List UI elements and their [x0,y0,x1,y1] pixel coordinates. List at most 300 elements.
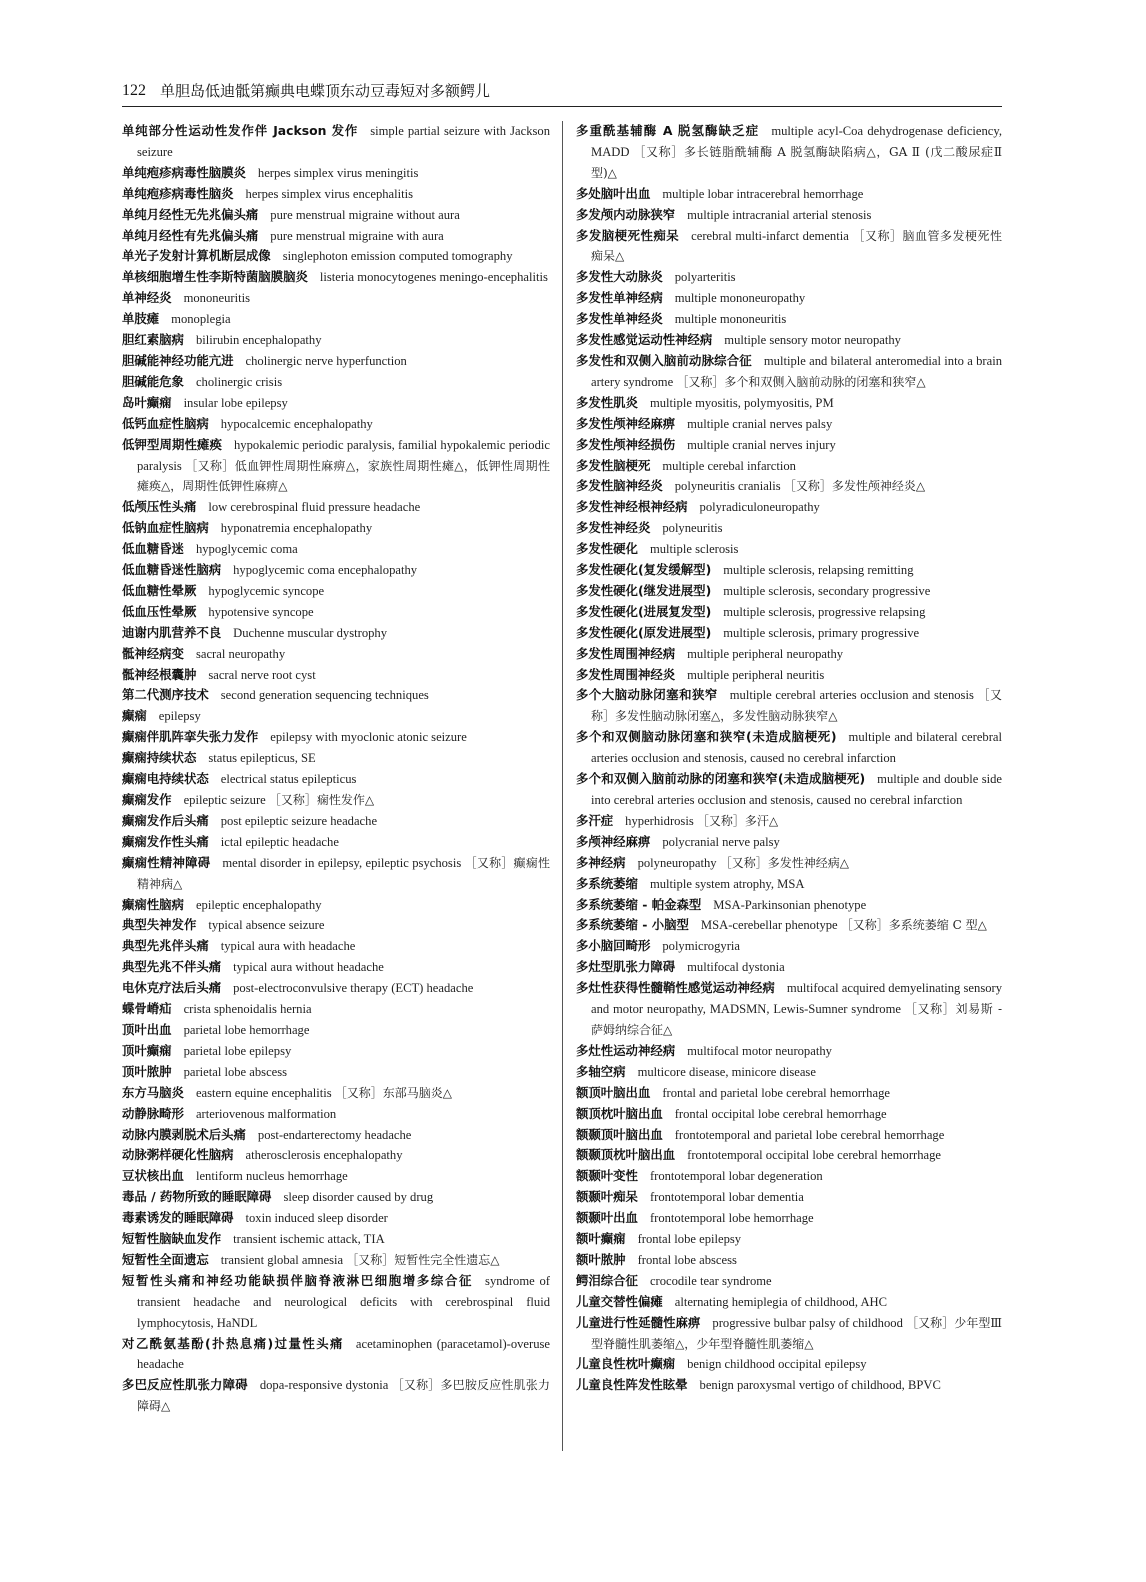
glossary-entry [122,246,550,267]
term-english: hyperhidrosis [625,813,694,828]
term-chinese: 多发性单神经病 [576,290,663,306]
term-english: sleep disorder caused by drug [283,1190,434,1205]
term-chinese: 鳄泪综合征 [576,1272,638,1288]
term-chinese: 低血糖昏迷性脑病 [122,562,222,578]
term-english: lentiform nucleus hemorrhage [195,1169,348,1184]
term-synonym: ［又称］多个和双侧入脑前动脉的闭塞和狭窄△ [676,374,926,389]
term-chinese: 低血糖昏迷 [122,541,184,557]
term-chinese: 短暂性全面遗忘 [122,1251,209,1267]
term-english: ictal epileptic headache [220,834,339,849]
term-english: syndrome of transient headache and neurological deficits with cerebrospinal fluid lymphocytosis, HaNDL [137,1273,551,1330]
term-chinese: 单纯月经性有先兆偏头痛 [122,227,259,243]
term-synonym: ［又称］多发性颅神经炎△ [783,479,926,494]
term-synonym: ［又称］癫痫性精神病△ [137,855,551,891]
term-chinese: 多发脑梗死性痴呆 [576,227,680,243]
term-english: benign paroxysmal vertigo of childhood, BPVC [699,1378,941,1393]
glossary-entry [122,121,550,163]
glossary-entry [576,685,1002,727]
term-chinese: 单纯月经性无先兆偏头痛 [122,206,259,222]
glossary-entry [122,163,550,184]
glossary-entry [576,393,1002,414]
term-english: epileptic seizure [183,793,266,807]
term-chinese: 癫痫持续状态 [122,750,197,766]
term-synonym: ［又称］多长链脂酰辅酶 A 脱氢酶缺陷病△，GA Ⅱ (戊二酸尿症Ⅱ型)△ [591,144,1002,180]
glossary-entry [576,978,1002,1041]
term-english: acetaminophen (paracetamol)-overuse headache [137,1336,550,1372]
term-chinese: 多轴空病 [576,1063,626,1079]
term-english: multiple sclerosis, progressive relapsing [723,604,926,619]
term-english: parietal lobe hemorrhage [183,1022,310,1037]
term-chinese: 多发性脑梗死 [576,457,651,473]
term-english: epilepsy with myoclonic atonic seizure [270,730,467,745]
term-chinese: 低血压性晕厥 [122,603,197,619]
term-english: typical aura with headache [220,939,356,954]
term-chinese: 动脉内膜剥脱术后头痛 [122,1126,246,1142]
term-chinese: 额颞叶变性 [576,1168,638,1184]
term-chinese: 单纯疱疹病毒性脑炎 [122,185,234,201]
term-english: polyradiculoneuropathy [699,500,820,515]
glossary-entry [122,853,550,895]
term-chinese: 癫痫发作性头痛 [122,833,209,849]
glossary-entry [122,727,550,748]
glossary-entry [122,1208,550,1229]
term-english: frontotemporal lobe hemorrhage [649,1211,814,1226]
term-chinese: 额颞顶枕叶脑出血 [576,1147,676,1163]
term-english: multiple sensory motor neuropathy [724,333,901,348]
glossary-entry [576,665,1002,686]
term-synonym: ［又称］多系统萎缩 C 型△ [840,918,987,933]
glossary-entry [122,497,550,518]
term-english: singlephoton emission computed tomography [282,249,513,264]
glossary-entry [576,915,1002,936]
glossary-entry [122,1041,550,1062]
glossary-entry [122,539,550,560]
term-chinese: 多发性大动脉炎 [576,269,663,285]
glossary-entry [122,414,550,435]
term-chinese: 多发性颅神经麻痹 [576,415,676,431]
term-english: hypoglycemic coma [195,542,298,557]
term-english: epilepsy [158,709,201,724]
term-english: multiple peripheral neuritis [687,667,825,682]
glossary-entry [576,623,1002,644]
glossary-entry [122,372,550,393]
glossary-entry [576,267,1002,288]
term-chinese: 胆碱能危象 [122,373,184,389]
term-english: multiple mononeuritis [674,312,787,327]
term-chinese: 多发性硬化 [576,541,638,557]
term-english: multiple cranial nerves palsy [687,416,833,431]
glossary-entry [576,1375,1002,1396]
term-chinese: 额颞叶痴呆 [576,1189,638,1205]
term-english: frontotemporal and parietal lobe cerebral hemorrhage [674,1127,945,1142]
term-english: MSA-Parkinsonian phenotype [713,897,867,912]
glossary-entry [576,518,1002,539]
term-synonym: ［又称］短暂性完全性遗忘△ [346,1252,500,1267]
term-chinese: 多发性周围神经炎 [576,666,676,682]
glossary-entry [576,957,1002,978]
glossary-entry [576,769,1002,811]
term-english: cholinergic nerve hyperfunction [245,353,407,368]
glossary-entry [122,226,550,247]
term-english: polymicrogyria [662,939,740,954]
term-english: insular lobe epilepsy [183,395,288,410]
glossary-entry [122,1083,550,1104]
term-chinese: 癫痫性脑病 [122,896,184,912]
term-chinese: 额顶叶脑出血 [576,1084,651,1100]
term-chinese: 额叶脓肿 [576,1251,626,1267]
right-column [576,121,1002,1396]
term-chinese: 额颞叶出血 [576,1210,638,1226]
term-chinese: 多发性周围神经病 [576,645,676,661]
term-chinese: 动脉粥样硬化性脑病 [122,1147,234,1163]
term-english: bilirubin encephalopathy [195,333,322,348]
term-chinese: 顶叶癫痫 [122,1042,172,1058]
term-english: hypotensive syncope [208,604,314,619]
glossary-entry [576,1271,1002,1292]
term-chinese: 癫痫电持续状态 [122,771,209,787]
term-english: multifocal dystonia [687,960,785,975]
term-synonym: ［又称］低血钾性周期性麻痹△，家族性周期性瘫△，低钾性周期性瘫痪△，周期性低钾性麻痹△ [137,458,550,494]
term-english: frontotemporal lobar dementia [649,1190,804,1205]
term-english: multiple system atrophy, MSA [649,876,805,891]
term-english: toxin induced sleep disorder [245,1211,388,1226]
term-synonym: ［又称］少年型Ⅲ型脊髓性肌萎缩△，少年型脊髓性肌萎缩△ [591,1315,1002,1351]
glossary-entry [576,330,1002,351]
glossary-entry [122,435,550,498]
term-english: status epilepticus, SE [208,751,316,766]
term-english: eastern equine encephalitis [195,1085,332,1100]
term-chinese: 多巴反应性肌张力障碍 [122,1377,248,1393]
term-english: post-electroconvulsive therapy (ECT) headache [233,981,474,996]
term-chinese: 东方马脑炎 [122,1084,184,1100]
term-english: polyneuropathy [637,855,717,870]
term-chinese: 多重酰基辅酶 A 脱氢酶缺乏症 [576,123,760,138]
term-chinese: 毒素诱发的睡眠障碍 [122,1210,234,1226]
term-chinese: 儿童良性阵发性眩晕 [576,1377,688,1393]
term-english: multiple cerebral arteries occlusion and stenosis [729,688,974,703]
term-english: frontal lobe epilepsy [637,1232,742,1247]
glossary-entry [576,1104,1002,1125]
term-english: hypocalcemic encephalopathy [220,416,373,431]
glossary-entry [122,1166,550,1187]
glossary-entry [122,1104,550,1125]
term-chinese: 多发性神经炎 [576,520,651,536]
term-english: low cerebrospinal fluid pressure headache [208,500,421,515]
glossary-entry [122,205,550,226]
term-chinese: 动静脉畸形 [122,1105,184,1121]
term-chinese: 多小脑回畸形 [576,938,651,954]
term-english: arteriovenous malformation [195,1106,337,1121]
term-english: hyponatremia encephalopathy [220,521,373,536]
column-divider [562,121,563,1451]
term-english: multiple cranial nerves injury [687,437,836,452]
term-english: multiple acyl-Coa dehydrogenase deficiency, MADD [591,124,1003,159]
glossary-entry [122,685,550,706]
glossary-entry [576,1062,1002,1083]
term-chinese: 多发性神经根神经病 [576,499,688,515]
term-chinese: 单神经炎 [122,290,172,306]
term-chinese: 多发性脑神经炎 [576,478,663,494]
left-column [122,121,550,1417]
term-english: multifocal motor neuropathy [687,1043,832,1058]
glossary-entry [122,1250,550,1271]
glossary-entry [122,644,550,665]
term-chinese: 多发性硬化(继发进展型) [576,582,712,598]
glossary-entry [122,560,550,581]
glossary-entry [122,581,550,602]
glossary-entry [576,1145,1002,1166]
term-chinese: 胆碱能神经功能亢进 [122,352,234,368]
glossary-entry [576,644,1002,665]
glossary-entry [576,456,1002,477]
glossary-entry [576,895,1002,916]
term-english: multiple sclerosis, relapsing remitting [723,563,914,578]
term-chinese: 迪谢内肌营养不良 [122,624,222,640]
term-chinese: 典型先兆不伴头痛 [122,959,222,975]
term-english: frontal and parietal lobe cerebral hemorrhage [662,1085,890,1100]
term-english: frontotemporal lobar degeneration [649,1169,823,1184]
term-chinese: 短暂性头痛和神经功能缺损伴脑脊液淋巴细胞增多综合征 [122,1272,474,1288]
glossary-entry [576,581,1002,602]
term-english: pure menstrual migraine without aura [270,207,460,222]
term-chinese: 多颅神经麻痹 [576,833,651,849]
glossary-entry [576,288,1002,309]
glossary-entry [576,309,1002,330]
glossary-entry [122,309,550,330]
glossary-entry [122,915,550,936]
term-chinese: 顶叶出血 [122,1021,172,1037]
glossary-entry [122,665,550,686]
term-english: multicore disease, minicore disease [637,1064,816,1079]
glossary-entry [576,1166,1002,1187]
term-chinese: 多灶性运动神经病 [576,1042,676,1058]
term-chinese: 低颅压性头痛 [122,499,197,515]
term-chinese: 多发颅内动脉狭窄 [576,206,676,222]
glossary-entry [122,1187,550,1208]
glossary-entry [576,435,1002,456]
glossary-entry [576,1208,1002,1229]
glossary-entry [576,811,1002,832]
term-chinese: 第二代测序技术 [122,687,209,703]
term-chinese: 对乙酰氨基酚(扑热息痛)过量性头痛 [122,1335,344,1351]
term-english: typical aura without headache [233,960,384,975]
glossary-entry [122,1271,550,1334]
term-chinese: 多发性肌炎 [576,394,638,410]
term-chinese: 多发性和双侧入脑前动脉综合征 [576,352,752,368]
term-english: transient ischemic attack, TIA [233,1232,385,1247]
glossary-entry [576,853,1002,874]
glossary-entry [576,1313,1002,1355]
term-synonym: ［又称］多巴胺反应性肌张力障碍△ [137,1378,550,1414]
term-synonym: ［又称］脑血管多发梗死性痴呆△ [591,228,1002,264]
term-english: multiple cerebal infarction [662,458,796,473]
term-chinese: 儿童良性枕叶癫痫 [576,1356,676,1372]
term-chinese: 蝶骨嵴疝 [122,1001,172,1017]
term-chinese: 癫痫发作后头痛 [122,812,209,828]
term-chinese: 多个大脑动脉闭塞和狭窄 [576,687,718,703]
glossary-entry [576,602,1002,623]
term-english: post-endarterectomy headache [257,1127,412,1142]
term-english: simple partial seizure with Jackson seizure [137,124,550,159]
term-chinese: 典型失神发作 [122,917,197,933]
term-chinese: 顶叶脓肿 [122,1063,172,1079]
term-synonym: ［又称］多发性脑动脉闭塞△，多发性脑动脉狭窄△ [591,688,1003,724]
term-english: frontotemporal occipital lobe cerebral hemorrhage [687,1148,941,1163]
glossary-entry [576,414,1002,435]
term-english: multiple myositis, polymyositis, PM [649,395,834,410]
term-english: parietal lobe epilepsy [183,1043,292,1058]
glossary-entry [576,1292,1002,1313]
term-english: multiple and double side into cerebral arteries occlusion and stenosis, caused no cerebral infarction [591,772,1003,807]
term-chinese: 岛叶癫痫 [122,394,172,410]
term-synonym: ［又称］痫性发作△ [268,793,375,807]
term-english: polyneuritis cranialis [674,479,781,494]
term-chinese: 癫痫 [122,708,147,724]
term-english: multiple and bilateral anteromedial into a brain artery syndrome [591,353,1002,389]
term-english: hypoglycemic syncope [208,583,325,598]
term-chinese: 多发性硬化(进展复发型) [576,603,712,619]
glossary-entry [576,351,1002,393]
header-title: 单胆岛低迪骶第癫典电蝶顶东动豆毒短对多额鳄儿 [160,82,491,100]
term-chinese: 多神经病 [576,854,626,870]
term-english: hypokalemic periodic paralysis, familial hypokalemic periodic paralysis [137,437,550,473]
glossary-entry [122,288,550,309]
term-english: post epileptic seizure headache [220,813,378,828]
term-english: cerebral multi-infarct dementia [691,228,849,243]
glossary-entry [576,1083,1002,1104]
term-chinese: 单肢瘫 [122,311,160,327]
term-english: listeria monocytogenes meningo-encephalitis [319,270,548,285]
term-english: epileptic encephalopathy [195,897,322,912]
glossary-entry [122,184,550,205]
term-chinese: 单光子发射计算机断层成像 [122,248,271,264]
term-chinese: 额颞顶叶脑出血 [576,1126,663,1142]
term-chinese: 儿童交替性偏瘫 [576,1293,663,1309]
term-chinese: 骶神经病变 [122,645,184,661]
term-english: parietal lobe abscess [183,1064,288,1079]
term-chinese: 多个和双侧脑动脉闭塞和狭窄(未造成脑梗死) [576,729,837,745]
term-english: second generation sequencing techniques [220,688,429,703]
glossary-entry [122,1229,550,1250]
glossary-entry [122,1020,550,1041]
glossary-entry [122,811,550,832]
term-english: frontal lobe abscess [637,1252,737,1267]
term-english: pure menstrual migraine with aura [270,228,444,243]
glossary-entry [122,267,550,288]
glossary-entry [576,1354,1002,1375]
glossary-entry [122,936,550,957]
term-chinese: 多系统萎缩 - 小脑型 [576,917,689,933]
term-english: multiple sclerosis, primary progressive [723,625,920,640]
term-chinese: 单纯部分性运动性发作伴 Jackson 发作 [122,123,359,138]
glossary-entry [122,1145,550,1166]
term-synonym: ［又称］东部马脑炎△ [334,1085,453,1100]
term-chinese: 低钠血症性脑病 [122,520,209,536]
term-chinese: 癫痫性精神障碍 [122,854,211,870]
term-chinese: 多发性单神经炎 [576,311,663,327]
term-chinese: 单纯疱疹病毒性脑膜炎 [122,164,246,180]
term-chinese: 多灶型肌张力障碍 [576,959,676,975]
term-english: multiple sclerosis [649,542,739,557]
glossary-entry [122,748,550,769]
term-english: benign childhood occipital epilepsy [687,1357,867,1372]
glossary-entry [122,706,550,727]
glossary-entry [576,1187,1002,1208]
glossary-entry [576,1229,1002,1250]
term-english: frontal occipital lobe cerebral hemorrhage [674,1106,887,1121]
term-chinese: 多个和双侧入脑前动脉的闭塞和狭窄(未造成脑梗死) [576,771,866,787]
glossary-entry [576,1041,1002,1062]
term-chinese: 低钙血症性脑病 [122,415,209,431]
term-english: hypoglycemic coma encephalopathy [233,563,418,578]
term-chinese: 癫痫伴肌阵挛失张力发作 [122,729,259,745]
glossary-entry [576,1250,1002,1271]
term-synonym: ［又称］多发性神经病△ [719,855,849,870]
glossary-entry [122,999,550,1020]
glossary-entry [122,602,550,623]
term-english: mononeuritis [183,291,251,306]
term-chinese: 骶神经根囊肿 [122,666,197,682]
term-chinese: 豆状核出血 [122,1168,184,1184]
term-english: sacral nerve root cyst [208,667,316,682]
glossary-entry [576,205,1002,226]
glossary-entry [122,957,550,978]
term-chinese: 电休克疗法后头痛 [122,980,222,996]
glossary-entry [576,832,1002,853]
term-english: polyarteritis [674,270,736,285]
term-english: multifocal acquired demyelinating sensory and motor neuropathy, MADSMN, Lewis-Sumner syndrome [591,981,1003,1017]
term-chinese: 多发性感觉运动性神经病 [576,332,713,348]
glossary-entry [122,518,550,539]
term-english: herpes simplex virus meningitis [257,165,419,180]
glossary-entry [122,769,550,790]
term-chinese: 低钾型周期性瘫痪 [122,436,222,452]
term-english: atherosclerosis encephalopathy [245,1148,403,1163]
term-chinese: 短暂性脑缺血发作 [122,1231,222,1247]
glossary-entry [122,978,550,999]
term-english: mental disorder in epilepsy, epileptic psychosis [222,855,462,870]
term-chinese: 典型先兆伴头痛 [122,938,209,954]
term-english: progressive bulbar palsy of childhood [712,1315,903,1330]
glossary-entry [122,1125,550,1146]
glossary-entry [122,330,550,351]
term-chinese: 单核细胞增生性李斯特菌脑膜脑炎 [122,269,308,285]
term-english: MSA-cerebellar phenotype [700,918,838,933]
glossary-entry [122,623,550,644]
glossary-entry [576,121,1002,184]
term-synonym: ［又称］多汗△ [696,813,779,828]
term-chinese: 癫痫发作 [122,792,172,807]
term-english: sacral neuropathy [195,646,286,661]
term-chinese: 多系统萎缩 - 帕金森型 [576,896,702,912]
term-chinese: 多灶性获得性髓鞘性感觉运动神经病 [576,980,775,996]
term-english: cholinergic crisis [195,374,283,389]
term-english: multiple and bilateral cerebral arteries occlusion and stenosis, caused no cerebral infarction [591,730,1002,766]
term-english: electrical status epilepticus [220,772,357,787]
glossary-entry [576,874,1002,895]
term-english: transient global amnesia [220,1252,344,1267]
term-english: monoplegia [171,312,231,327]
glossary-entry [576,226,1002,268]
glossary-entry [122,790,550,811]
glossary-entry [576,936,1002,957]
term-chinese: 多系统萎缩 [576,875,638,891]
glossary-entry [576,539,1002,560]
term-english: polycranial nerve palsy [662,834,780,849]
term-english: multiple intracranial arterial stenosis [687,207,872,222]
term-chinese: 多发性颅神经损伤 [576,436,676,452]
term-chinese: 多处脑叶出血 [576,185,651,201]
